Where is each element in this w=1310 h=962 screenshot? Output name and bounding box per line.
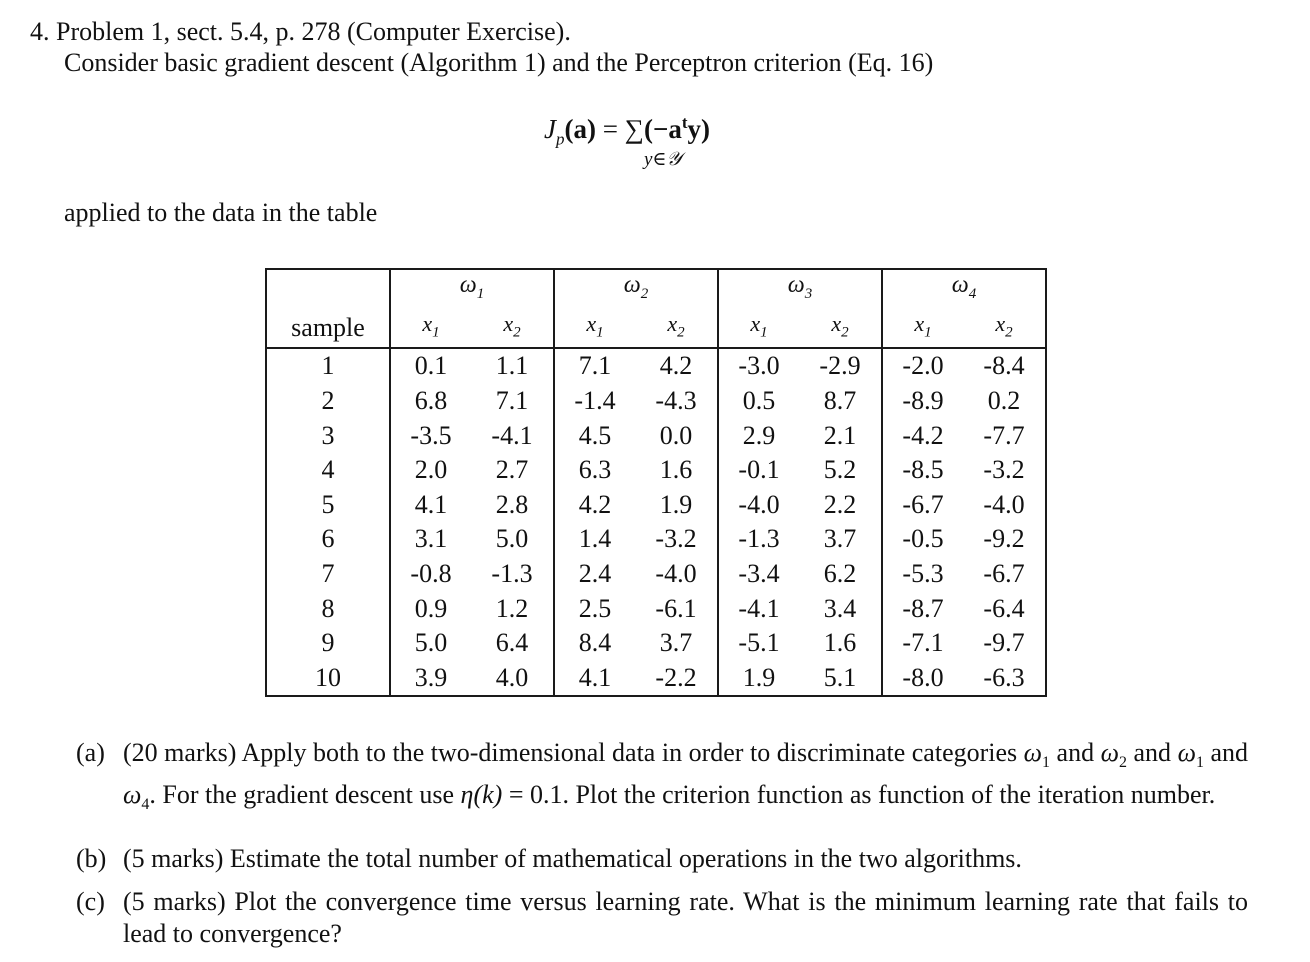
var-header-x2: $x_2$ — [799, 309, 882, 348]
w4-x1-cell: -6.7 — [902, 489, 944, 519]
w3-x1-cell: -4.1 — [738, 593, 780, 623]
w4-x1-cell: -8.5 — [902, 455, 944, 485]
w4-x1-cell: -8.0 — [902, 662, 944, 692]
table-row — [266, 626, 1046, 661]
w3-x1-cell: -3.4 — [738, 559, 780, 589]
w3-x1-cell: 2.9 — [742, 420, 776, 450]
table-row — [266, 488, 1046, 523]
w3-x2-cell: 5.2 — [799, 453, 882, 488]
question-c — [76, 886, 1248, 950]
group-header: $\omega_3$ — [718, 269, 882, 309]
eq-j-symbol: J — [544, 114, 556, 144]
w1-x2-cell: 1.2 — [471, 591, 554, 626]
w2-x2-cell: 3.7 — [635, 626, 718, 661]
w4-x2-cell: -4.0 — [983, 489, 1025, 519]
table-row — [266, 591, 1046, 626]
w1-x1-cell: -0.8 — [410, 559, 452, 589]
w1-x1-cell: 3.1 — [414, 524, 448, 554]
w2-x1-cell: 2.5 — [578, 593, 612, 623]
w4-x1-cell: -7.1 — [902, 628, 944, 658]
w3-x2-cell: 1.6 — [799, 626, 882, 661]
sample-cell: 5 — [266, 488, 390, 523]
w3-x1-cell: 1.9 — [742, 662, 776, 692]
w4-x2-cell: -6.4 — [983, 593, 1025, 623]
sample-cell: 9 — [266, 626, 390, 661]
w3-x2-cell: 8.7 — [799, 384, 882, 419]
w2-x2-cell: -3.2 — [635, 522, 718, 557]
question-a-text: (20 marks) Apply both to the two-dimensional data in order to discriminate categories $\omega_1$ and $\omega_2$ and $\omega_1$ and $\omega_4$. For the gradient descent use η(k) = 0.1. Plot the criterion function as function of the iteration number. — [123, 738, 1248, 814]
w2-x1-cell: 8.4 — [578, 628, 612, 658]
w1-x2-cell: 2.8 — [471, 488, 554, 523]
w3-x1-cell: -5.1 — [738, 628, 780, 658]
question-a — [76, 737, 1248, 821]
question-c-label: (c) — [76, 887, 105, 916]
sample-cell: 6 — [266, 522, 390, 557]
table-row — [266, 557, 1046, 592]
w1-x2-cell: -4.1 — [471, 418, 554, 453]
w3-x1-cell: -4.0 — [738, 489, 780, 519]
w1-x2-cell: 7.1 — [471, 384, 554, 419]
w2-x2-cell: 1.6 — [635, 453, 718, 488]
w4-x2-cell: -6.3 — [983, 662, 1025, 692]
w2-x2-cell: 4.2 — [635, 348, 718, 384]
w1-x2-cell: -1.3 — [471, 557, 554, 592]
problem-heading: 4. Problem 1, sect. 5.4, p. 278 (Computer Exercise). — [30, 17, 571, 46]
w2-x1-cell: 2.4 — [578, 559, 612, 589]
w3-x2-cell: -2.9 — [799, 348, 882, 384]
sample-header: sample — [266, 309, 390, 348]
table-row — [266, 661, 1046, 697]
group-header: $\omega_4$ — [951, 272, 977, 302]
question-b-label: (b) — [76, 844, 107, 873]
w3-x1-cell: -3.0 — [738, 351, 780, 381]
sample-header-blank — [266, 269, 390, 309]
w4-x1-cell: -5.3 — [902, 559, 944, 589]
table-row — [266, 522, 1046, 557]
w2-x2-cell: 1.9 — [635, 488, 718, 523]
w4-x2-cell: -9.2 — [983, 524, 1025, 554]
w2-x2-cell: -2.2 — [635, 661, 718, 697]
eq-sum-symbol: ∑ — [624, 114, 644, 144]
group-header: $\omega_2$ — [554, 269, 718, 309]
sample-cell: 2 — [266, 384, 390, 419]
var-header-x2: $x_2$ — [471, 309, 554, 348]
sample-cell: 7 — [266, 557, 390, 592]
w2-x2-cell: -4.3 — [635, 384, 718, 419]
w4-x2-cell: -7.7 — [983, 420, 1025, 450]
w2-x1-cell: 6.3 — [578, 455, 612, 485]
w4-x1-cell: -8.9 — [902, 386, 944, 416]
w1-x2-cell: 4.0 — [471, 661, 554, 697]
var-header-x1: $x_1$ — [882, 309, 963, 348]
w1-x1-cell: 4.1 — [414, 489, 448, 519]
var-header-x1: $x_1$ — [390, 309, 471, 348]
perceptron-criterion-equation — [544, 108, 710, 154]
group-header-row — [266, 269, 1046, 309]
sample-cell: 10 — [266, 661, 390, 697]
w1-x1-cell: 0.1 — [414, 351, 448, 381]
w1-x1-cell: 6.8 — [414, 386, 448, 416]
eq-transpose: t — [681, 113, 688, 132]
w3-x2-cell: 5.1 — [799, 661, 882, 697]
w1-x1-cell: 2.0 — [414, 455, 448, 485]
sample-cell: 3 — [266, 418, 390, 453]
w1-x2-cell: 6.4 — [471, 626, 554, 661]
table-row — [266, 384, 1046, 419]
var-header-x1: $x_1$ — [718, 309, 799, 348]
var-header-x1: $x_1$ — [554, 309, 635, 348]
sample-cell: 4 — [266, 453, 390, 488]
w3-x2-cell: 3.7 — [799, 522, 882, 557]
w3-x2-cell: 2.2 — [799, 488, 882, 523]
w4-x1-cell: -4.2 — [902, 420, 944, 450]
eq-rhs-close: y) — [687, 114, 711, 144]
variable-header-row — [266, 309, 1046, 348]
w1-x2-cell: 5.0 — [471, 522, 554, 557]
question-c-text: (5 marks) Plot the convergence time versus learning rate. What is the minimum learning rate that fails to lead to convergence? — [123, 887, 1248, 948]
sample-cell: 1 — [266, 348, 390, 384]
w2-x1-cell: 4.5 — [578, 420, 612, 450]
w4-x1-cell: -8.7 — [902, 593, 944, 623]
w3-x2-cell: 2.1 — [799, 418, 882, 453]
w1-x2-cell: 2.7 — [471, 453, 554, 488]
w3-x1-cell: 0.5 — [742, 386, 776, 416]
w4-x2-cell: -3.2 — [983, 455, 1025, 485]
w2-x2-cell: -4.0 — [635, 557, 718, 592]
applied-text: applied to the data in the table — [64, 198, 378, 227]
w1-x1-cell: 3.9 — [414, 662, 448, 692]
w1-x2-cell: 1.1 — [471, 348, 554, 384]
w3-x2-cell: 3.4 — [799, 591, 882, 626]
w1-x1-cell: 5.0 — [414, 628, 448, 658]
w4-x2-cell: -8.4 — [983, 351, 1025, 381]
w1-x1-cell: 0.9 — [414, 593, 448, 623]
eq-sum-subscript: y∈𝒴 — [644, 149, 682, 170]
table-row — [266, 453, 1046, 488]
w2-x2-cell: -6.1 — [635, 591, 718, 626]
w2-x1-cell: 7.1 — [578, 351, 612, 381]
group-header: $\omega_1$ — [390, 269, 554, 309]
w4-x2-cell: 0.2 — [987, 386, 1021, 416]
var-header-x2: $x_2$ — [635, 309, 718, 348]
data-table — [265, 268, 1047, 697]
w3-x2-cell: 6.2 — [799, 557, 882, 592]
w4-x2-cell: -9.7 — [983, 628, 1025, 658]
w4-x2-cell: -6.7 — [983, 559, 1025, 589]
question-b-text: (5 marks) Estimate the total number of mathematical operations in the two algorithms. — [123, 844, 1022, 873]
sample-cell: 8 — [266, 591, 390, 626]
problem-subheading: Consider basic gradient descent (Algorithm 1) and the Perceptron criterion (Eq. 16) — [64, 48, 934, 77]
var-header-x2: $x_2$ — [963, 309, 1046, 348]
eq-rhs-open: (−a — [643, 114, 682, 144]
question-b — [76, 843, 1248, 875]
eq-lhs-argument: (a) — [564, 114, 596, 144]
eq-j-subscript: p — [555, 129, 565, 149]
w4-x1-cell: -2.0 — [902, 351, 944, 381]
w2-x1-cell: 4.1 — [578, 662, 612, 692]
w2-x1-cell: -1.4 — [574, 386, 616, 416]
table-body — [266, 348, 1046, 696]
w3-x1-cell: -0.1 — [738, 455, 780, 485]
w2-x2-cell: 0.0 — [635, 418, 718, 453]
eq-equals: = — [602, 114, 618, 144]
w1-x1-cell: -3.5 — [410, 420, 452, 450]
w4-x1-cell: -0.5 — [902, 524, 944, 554]
question-a-label: (a) — [76, 738, 105, 767]
w2-x1-cell: 1.4 — [578, 524, 612, 554]
table-row — [266, 418, 1046, 453]
w3-x1-cell: -1.3 — [738, 524, 780, 554]
table-row — [266, 348, 1046, 384]
w2-x1-cell: 4.2 — [578, 489, 612, 519]
